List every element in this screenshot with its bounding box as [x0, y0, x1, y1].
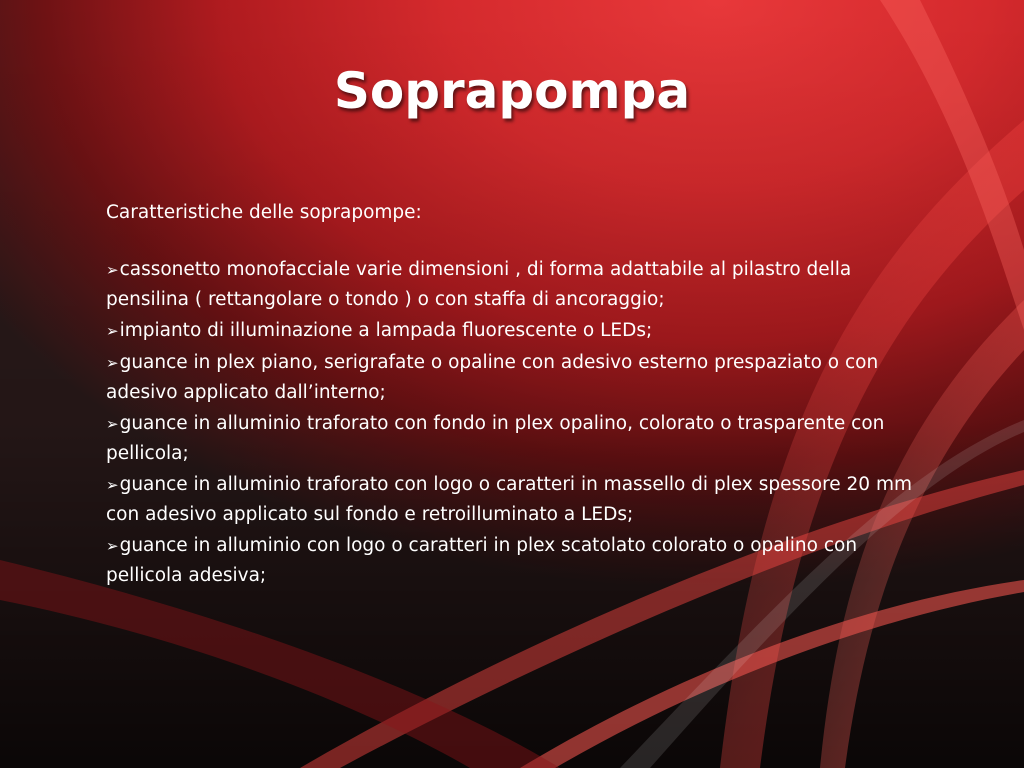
list-item	[106, 409, 936, 468]
list-item-text: impianto di illuminazione a lampada fluorescente o LEDs;	[119, 320, 653, 341]
intro-text: Caratteristiche delle soprapompe:	[106, 202, 422, 223]
arrow-bullet-icon: ➢	[106, 537, 119, 555]
list-item-text: guance in alluminio traforato con fondo in plex opalino, colorato o trasparente con pellicola;	[106, 413, 885, 464]
slide-title: Soprapompa	[333, 62, 691, 120]
arrow-bullet-icon: ➢	[106, 476, 119, 494]
list-item	[106, 470, 936, 529]
list-item-text: guance in alluminio con logo o caratteri in plex scatolato colorato o opalino con pellicola adesiva;	[106, 535, 858, 586]
list-item-text: cassonetto monofacciale varie dimensioni , di forma adattabile al pilastro della pensilina ( rettangolare o tondo ) o con staffa di ancoraggio;	[106, 259, 852, 310]
list-item	[106, 531, 936, 590]
slide-content	[106, 198, 936, 592]
list-item	[106, 348, 936, 407]
feature-list	[106, 255, 936, 590]
list-item	[106, 316, 936, 346]
arrow-bullet-icon: ➢	[106, 261, 119, 279]
arrow-bullet-icon: ➢	[106, 415, 119, 433]
arrow-bullet-icon: ➢	[106, 322, 119, 340]
list-item-text: guance in alluminio traforato con logo o caratteri in massello di plex spessore 20 mm con adesivo applicato sul fondo e retroilluminato a LEDs;	[106, 474, 912, 525]
list-item-text: guance in plex piano, serigrafate o opaline con adesivo esterno prespaziato o con adesivo applicato dall’interno;	[106, 352, 879, 403]
arrow-bullet-icon: ➢	[106, 354, 119, 372]
list-item	[106, 255, 936, 314]
